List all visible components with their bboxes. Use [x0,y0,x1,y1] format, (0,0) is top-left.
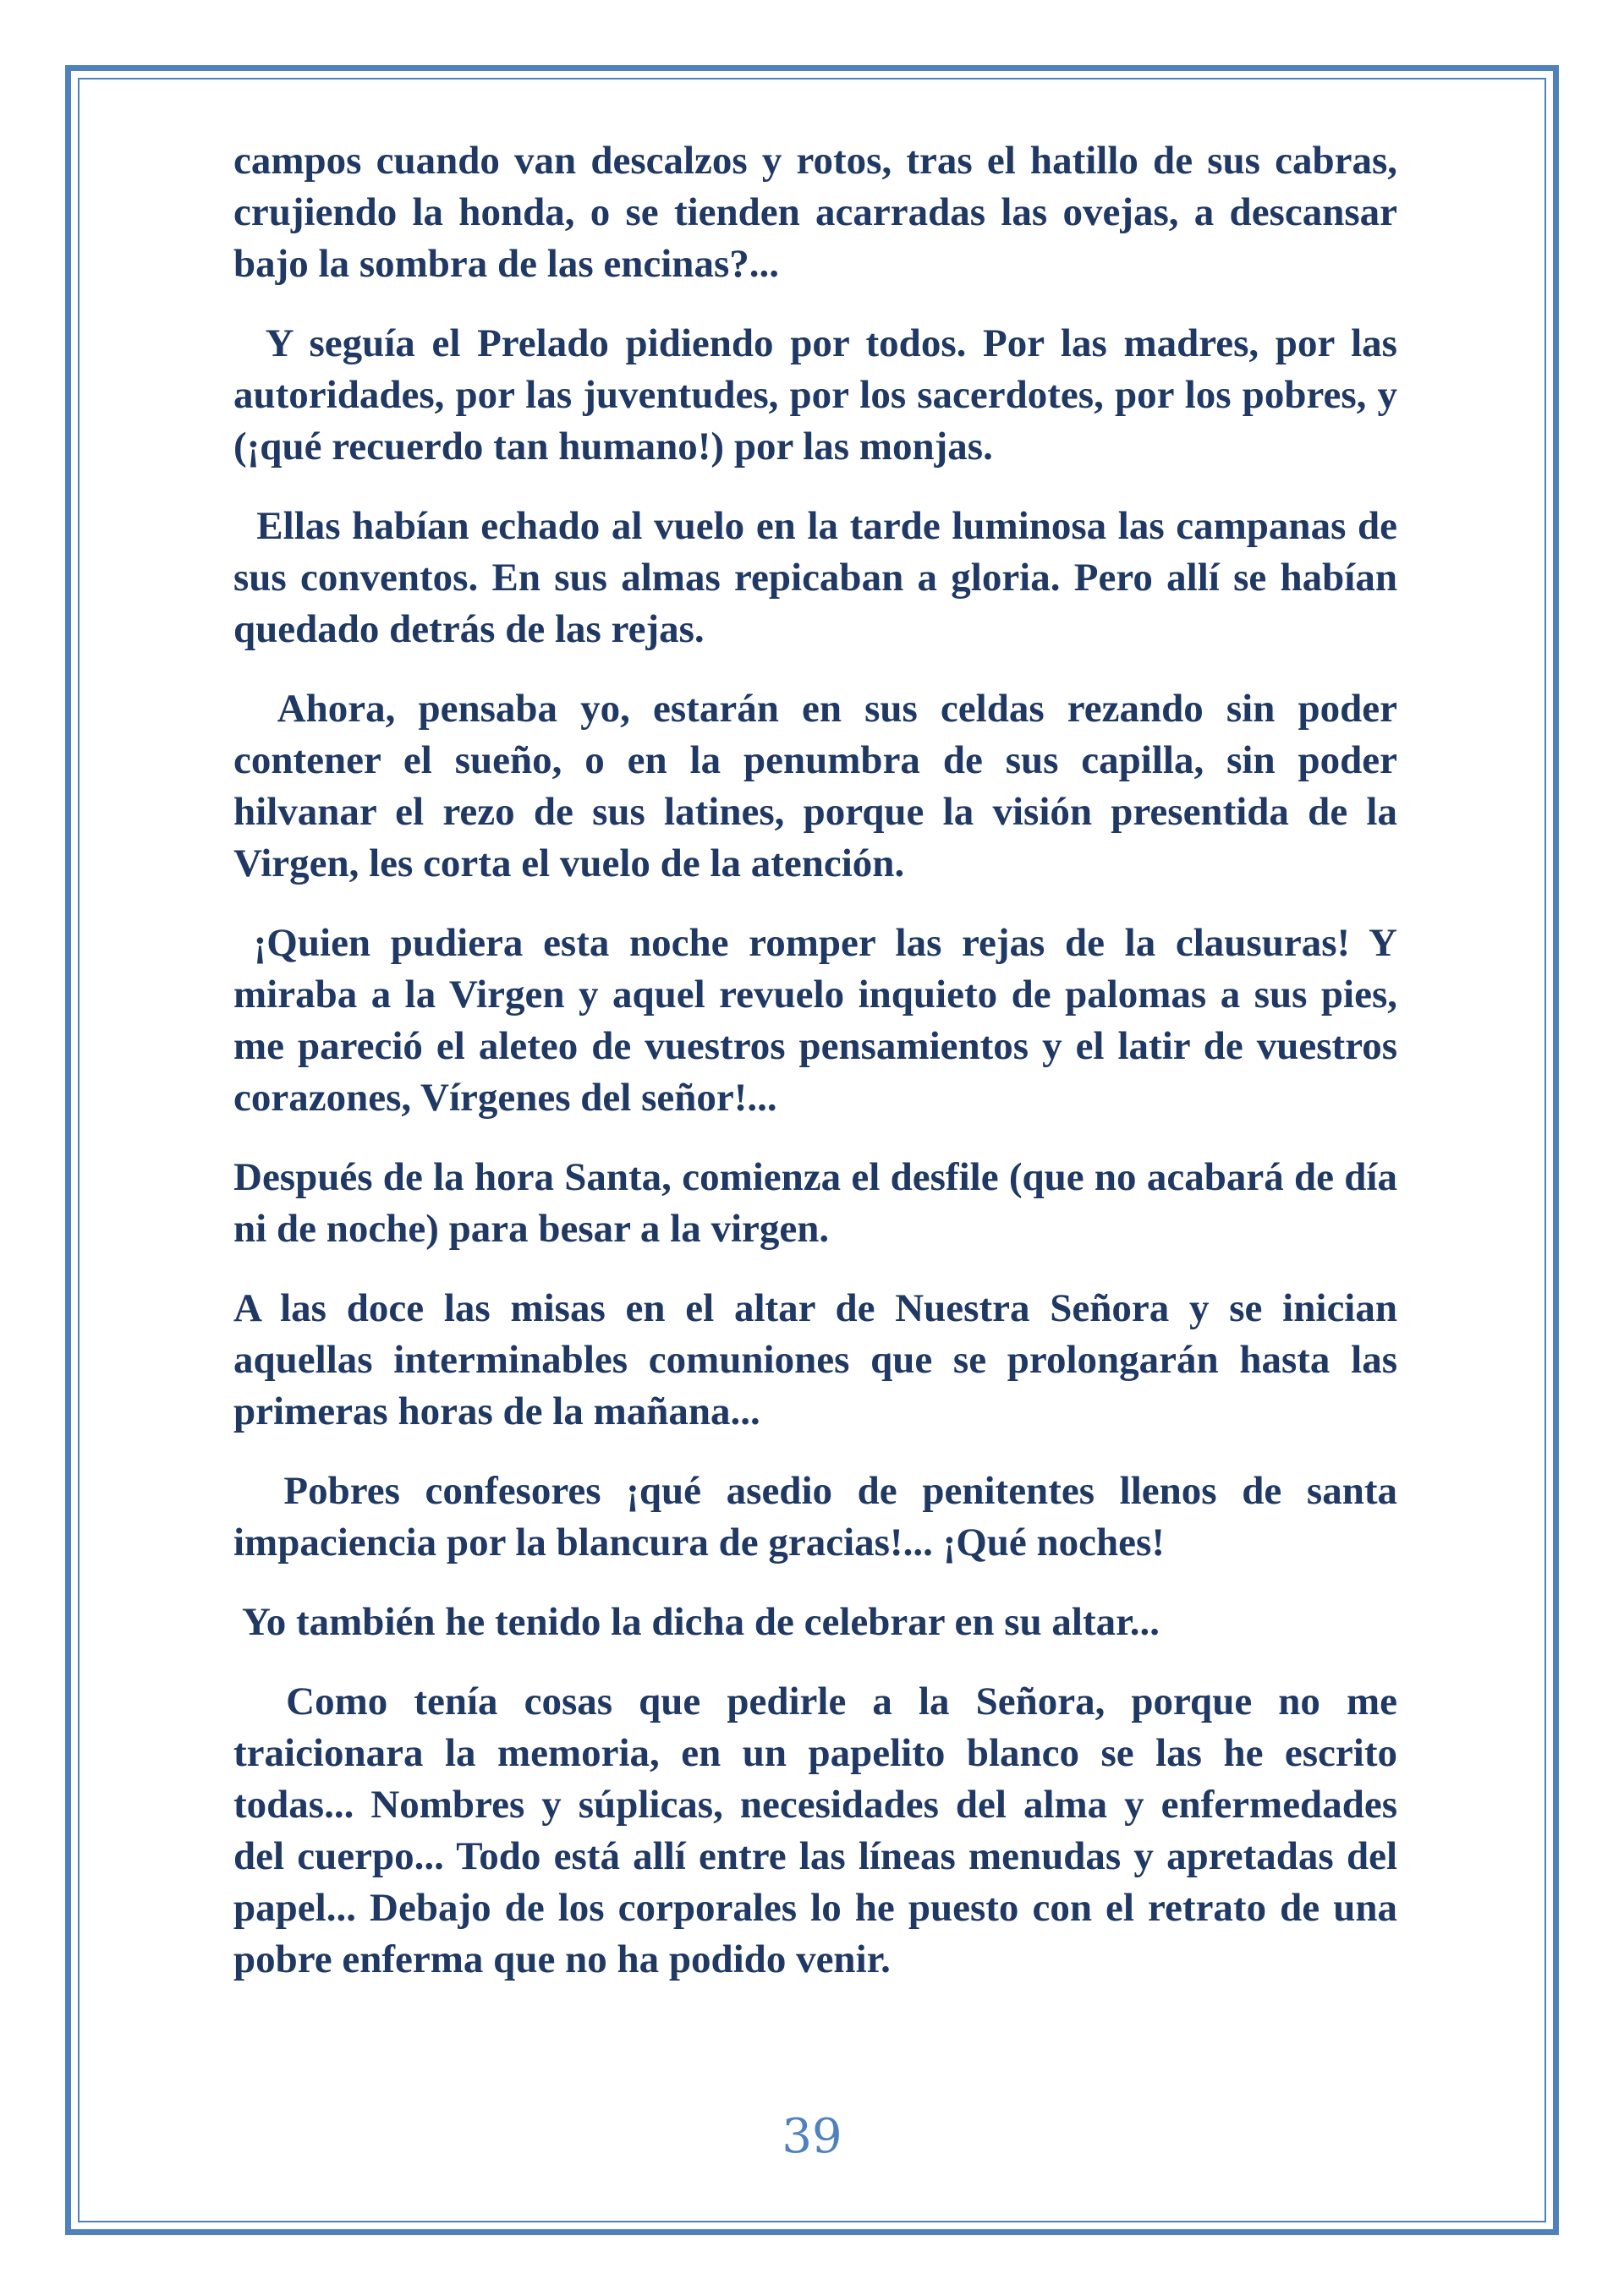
body-text [233,135,1397,2014]
paragraph-text: ¡Quien pudiera esta noche romper las rejas de la clausuras! Y miraba a la Virgen y aquel revuelo inquieto de palomas a sus pies, me pareció el aleteo de vuestros pensamientos y el latir de vuestros corazones, Vírgenes del señor!... [233,921,1397,1120]
paragraph-text: campos cuando van descalzos y rotos, tras el hatillo de sus cabras, crujiendo la honda, o se tienden acarradas las ovejas, a descansar bajo la sombra de las encinas?... [233,139,1397,286]
paragraph-text: Pobres confesores ¡qué asedio de penitentes llenos de santa impaciencia por la blancura de gracias!... ¡Qué noches! [233,1469,1398,1564]
paragraph [233,1676,1397,1986]
paragraph-text: Como tenía cosas que pedirle a la Señora, porque no me traicionara la memoria, en un papelito blanco se las he escrito todas... Nombres y súplicas, necesidades del alma y enfermedades del cuerpo... Todo está allí entre las líneas menudas y apretadas del papel... Debajo de los corporales lo he puesto con el retrato de una pobre enferma que no ha podido venir. [233,1680,1397,1981]
paragraph-text: Ellas habían echado al vuelo en la tarde luminosa las campanas de sus conventos. En sus almas repicaban a gloria. Pero allí se habían quedado detrás de las rejas. [233,504,1397,651]
paragraph-indent [233,1680,286,1723]
paragraph-text: Ahora, pensaba yo, estarán en sus celdas rezando sin poder contener el sueño, o en la penumbra de sus capilla, sin poder hilvanar el rezo de sus latines, porque la visión presentida de la Virgen, les corta el vuelo de la atención. [233,687,1397,885]
paragraph-indent [233,1600,242,1644]
paragraph-text: A las doce las misas en el altar de Nuestra Señora y se inician aquellas interminables comuniones que se prolongarán hasta las primeras horas de la mañana... [233,1286,1397,1433]
paragraph [233,1283,1397,1438]
paragraph [233,1597,1397,1648]
paragraph-text: Después de la hora Santa, comienza el desfile (que no acabará de día ni de noche) para besar a la virgen. [233,1155,1397,1251]
paragraph-indent [233,504,256,548]
paragraph [233,918,1397,1124]
paragraph [233,683,1397,890]
paragraph-indent [233,321,266,365]
paragraph [233,1152,1397,1255]
paragraph-text: Yo también he tenido la dicha de celebrar en su altar... [242,1600,1160,1644]
paragraph [233,318,1397,473]
page-number: 39 [782,2109,842,2164]
paragraph [233,135,1397,290]
paragraph [233,501,1397,655]
paragraph-indent [233,1469,283,1513]
paragraph [233,1466,1397,1569]
paragraph-indent [233,687,277,731]
paragraph-text: Y seguía el Prelado pidiendo por todos. Por las madres, por las autoridades, por las juventudes, por los sacerdotes, por los pobres, y (¡qué recuerdo tan humano!) por las monjas. [233,321,1397,469]
paragraph-indent [233,921,254,965]
